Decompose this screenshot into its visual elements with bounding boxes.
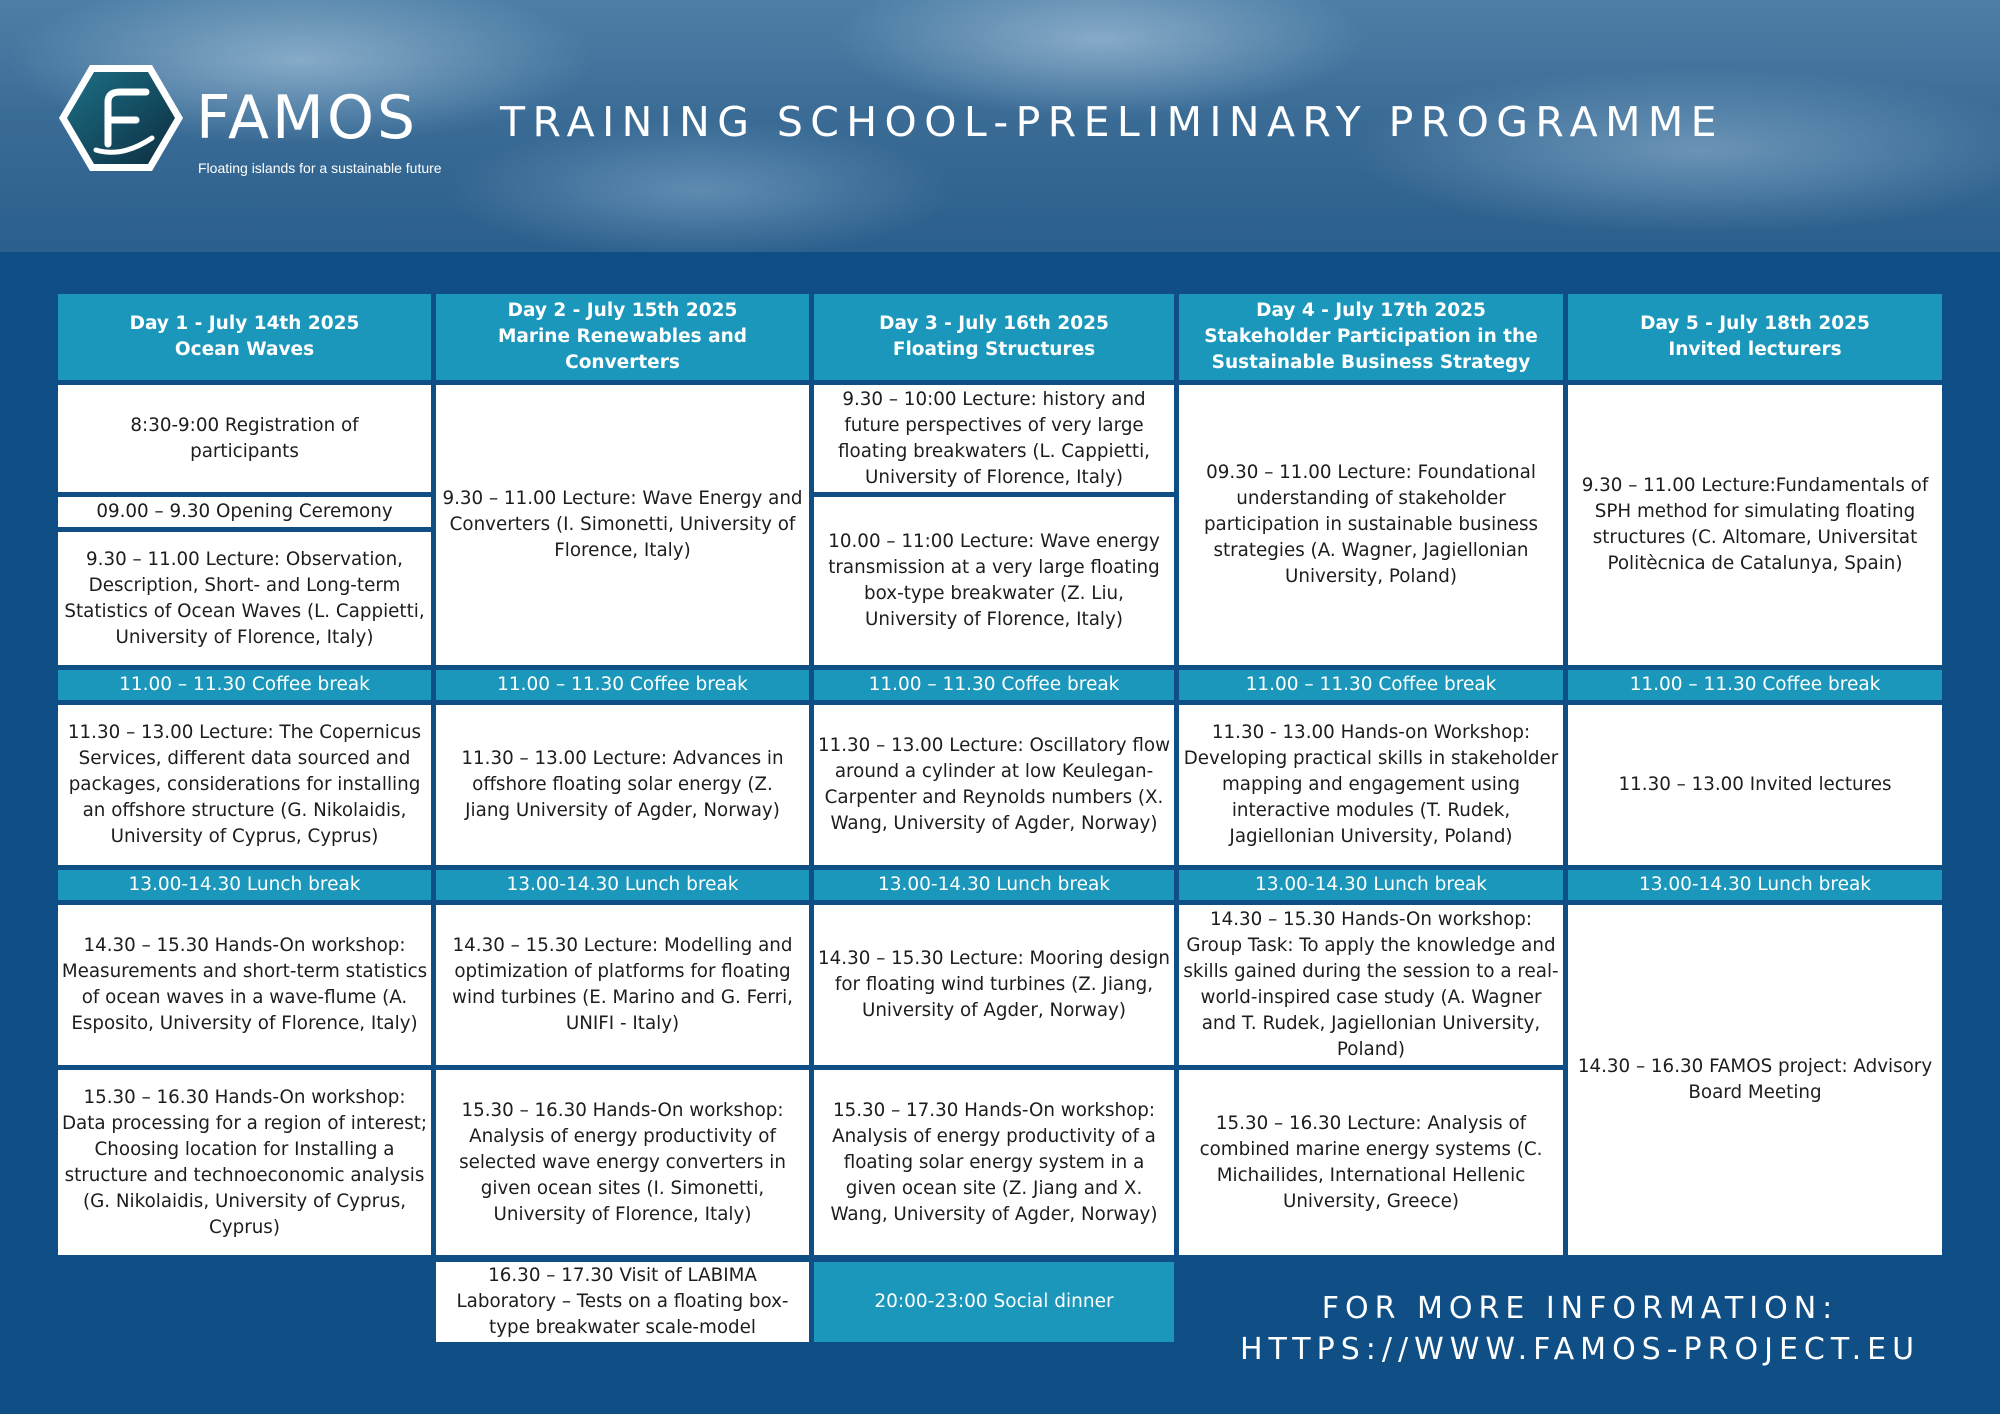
session-cell: 15.30 – 17.30 Hands-On workshop: Analysis of energy productivity of a floating solar energy system in a given ocean site (Z. Jiang and X. Wang, University of Agder, Norway): [814, 1070, 1174, 1255]
session-cell: 8:30-9:00 Registration of participants: [58, 385, 431, 492]
session-cell: 11.30 – 13.00 Invited lectures: [1568, 705, 1942, 865]
day-header: [814, 294, 1174, 380]
lunch-break: 13.00-14.30 Lunch break: [1179, 870, 1563, 900]
lunch-break: 13.00-14.30 Lunch break: [436, 870, 809, 900]
session-cell: 14.30 – 15.30 Lecture: Modelling and optimization of platforms for floating wind turbines (E. Marino and G. Ferri, UNIFI - Italy): [436, 905, 809, 1065]
day-header: [436, 294, 809, 380]
session-cell: 15.30 – 16.30 Hands-On workshop: Analysis of energy productivity of selected wave energy converters in given ocean sites (I. Simonetti, University of Florence, Italy): [436, 1070, 809, 1255]
coffee-break: 11.00 – 11.30 Coffee break: [58, 670, 431, 700]
coffee-break: 11.00 – 11.30 Coffee break: [436, 670, 809, 700]
session-cell: 9.30 – 11.00 Lecture: Wave Energy and Converters (I. Simonetti, University of Florence, Italy): [436, 385, 809, 665]
lunch-break: 13.00-14.30 Lunch break: [58, 870, 431, 900]
session-cell: 9.30 – 11.00 Lecture:Fundamentals of SPH method for simulating floating structures (C. Altomare, Universitat Politècnica de Catalunya, Spain): [1568, 385, 1942, 665]
coffee-break: 11.00 – 11.30 Coffee break: [1179, 670, 1563, 700]
session-cell: 16.30 – 17.30 Visit of LABIMA Laboratory – Tests on a floating box-type breakwater scale-model: [436, 1262, 809, 1342]
social-dinner: 20:00-23:00 Social dinner: [814, 1262, 1174, 1342]
session-cell: 9.30 – 11.00 Lecture: Observation, Description, Short- and Long-term Statistics of Ocean Waves (L. Cappietti, University of Florence, Italy): [58, 532, 431, 665]
more-info-label: FOR MORE INFORMATION:: [1321, 1291, 1839, 1326]
session-cell: 15.30 – 16.30 Lecture: Analysis of combined marine energy systems (C. Michailides, International Hellenic University, Greece): [1179, 1070, 1563, 1255]
day-theme: Ocean Waves: [174, 339, 315, 360]
day-heading: Day 2 - July 15th 2025: [507, 300, 738, 321]
session-cell: 14.30 – 15.30 Lecture: Mooring design for floating wind turbines (Z. Jiang, University of Agder, Norway): [814, 905, 1174, 1065]
day-heading: Day 1 - July 14th 2025: [129, 313, 360, 334]
day-heading: Day 4 - July 17th 2025: [1256, 300, 1486, 321]
lunch-break: 13.00-14.30 Lunch break: [1568, 870, 1942, 900]
page-title: TRAINING SCHOOL-PRELIMINARY PROGRAMME: [500, 98, 1724, 146]
session-cell: 9.30 – 10:00 Lecture: history and future perspectives of very large floating breakwaters (L. Cappietti, University of Florence, Italy): [814, 385, 1174, 492]
coffee-break: 11.00 – 11.30 Coffee break: [814, 670, 1174, 700]
session-cell: 14.30 – 15.30 Hands-On workshop: Group Task: To apply the knowledge and skills gained during the session to a real-world-inspired case study (A. Wagner and T. Rudek, Jagiellonian University, Poland): [1179, 905, 1563, 1065]
famos-logo-icon: [56, 62, 186, 174]
day-heading: Day 3 - July 16th 2025: [879, 313, 1109, 334]
session-cell: 11.30 - 13.00 Hands-on Workshop: Developing practical skills in stakeholder mapping and engagement using interactive modules (T. Rudek, Jagiellonian University, Poland): [1179, 705, 1563, 865]
logo-wordmark: FAMOS: [196, 83, 419, 153]
session-cell: 11.30 – 13.00 Lecture: Advances in offshore floating solar energy (Z. Jiang University of Agder, Norway): [436, 705, 809, 865]
day-header: [58, 294, 431, 380]
project-url[interactable]: HTTPS://WWW.FAMOS-PROJECT.EU: [1239, 1332, 1921, 1367]
day-theme: Floating Structures: [892, 339, 1096, 360]
header-banner: [0, 0, 2000, 252]
session-cell: 09.30 – 11.00 Lecture: Foundational understanding of stakeholder participation in sustainable business strategies (A. Wagner, Jagiellonian University, Poland): [1179, 385, 1563, 665]
lunch-break: 13.00-14.30 Lunch break: [814, 870, 1174, 900]
session-cell: 14.30 – 15.30 Hands-On workshop: Measurements and short-term statistics of ocean waves in a wave-flume (A. Esposito, University of Florence, Italy): [58, 905, 431, 1065]
day-theme: Stakeholder Participation in the Sustainable Business Strategy: [1204, 326, 1538, 373]
session-cell: 11.30 – 13.00 Lecture: The Copernicus Services, different data sourced and packages, considerations for installing an offshore structure (G. Nikolaidis, University of Cyprus, Cyprus): [58, 705, 431, 865]
session-cell: 11.30 – 13.00 Lecture: Oscillatory flow around a cylinder at low Keulegan-Carpenter and Reynolds numbers (X. Wang, University of Agder, Norway): [814, 705, 1174, 865]
session-cell: 09.00 – 9.30 Opening Ceremony: [58, 497, 431, 527]
day-header: [1568, 294, 1942, 380]
session-cell: 10.00 – 11:00 Lecture: Wave energy transmission at a very large floating box-type breakwater (Z. Liu, University of Florence, Italy): [814, 497, 1174, 665]
session-cell: 15.30 – 16.30 Hands-On workshop: Data processing for a region of interest; Choosing location for Installing a structure and technoeconomic analysis (G. Nikolaidis, University of Cyprus, Cyprus): [58, 1070, 431, 1255]
day-header: [1179, 294, 1563, 380]
logo-tagline: Floating islands for a sustainable future: [198, 160, 442, 176]
day-theme: Invited lecturers: [1668, 339, 1842, 360]
session-cell: 14.30 – 16.30 FAMOS project: Advisory Board Meeting: [1568, 905, 1942, 1255]
coffee-break: 11.00 – 11.30 Coffee break: [1568, 670, 1942, 700]
day-heading: Day 5 - July 18th 2025: [1640, 313, 1870, 334]
day-theme: Marine Renewables and Converters: [497, 326, 748, 373]
